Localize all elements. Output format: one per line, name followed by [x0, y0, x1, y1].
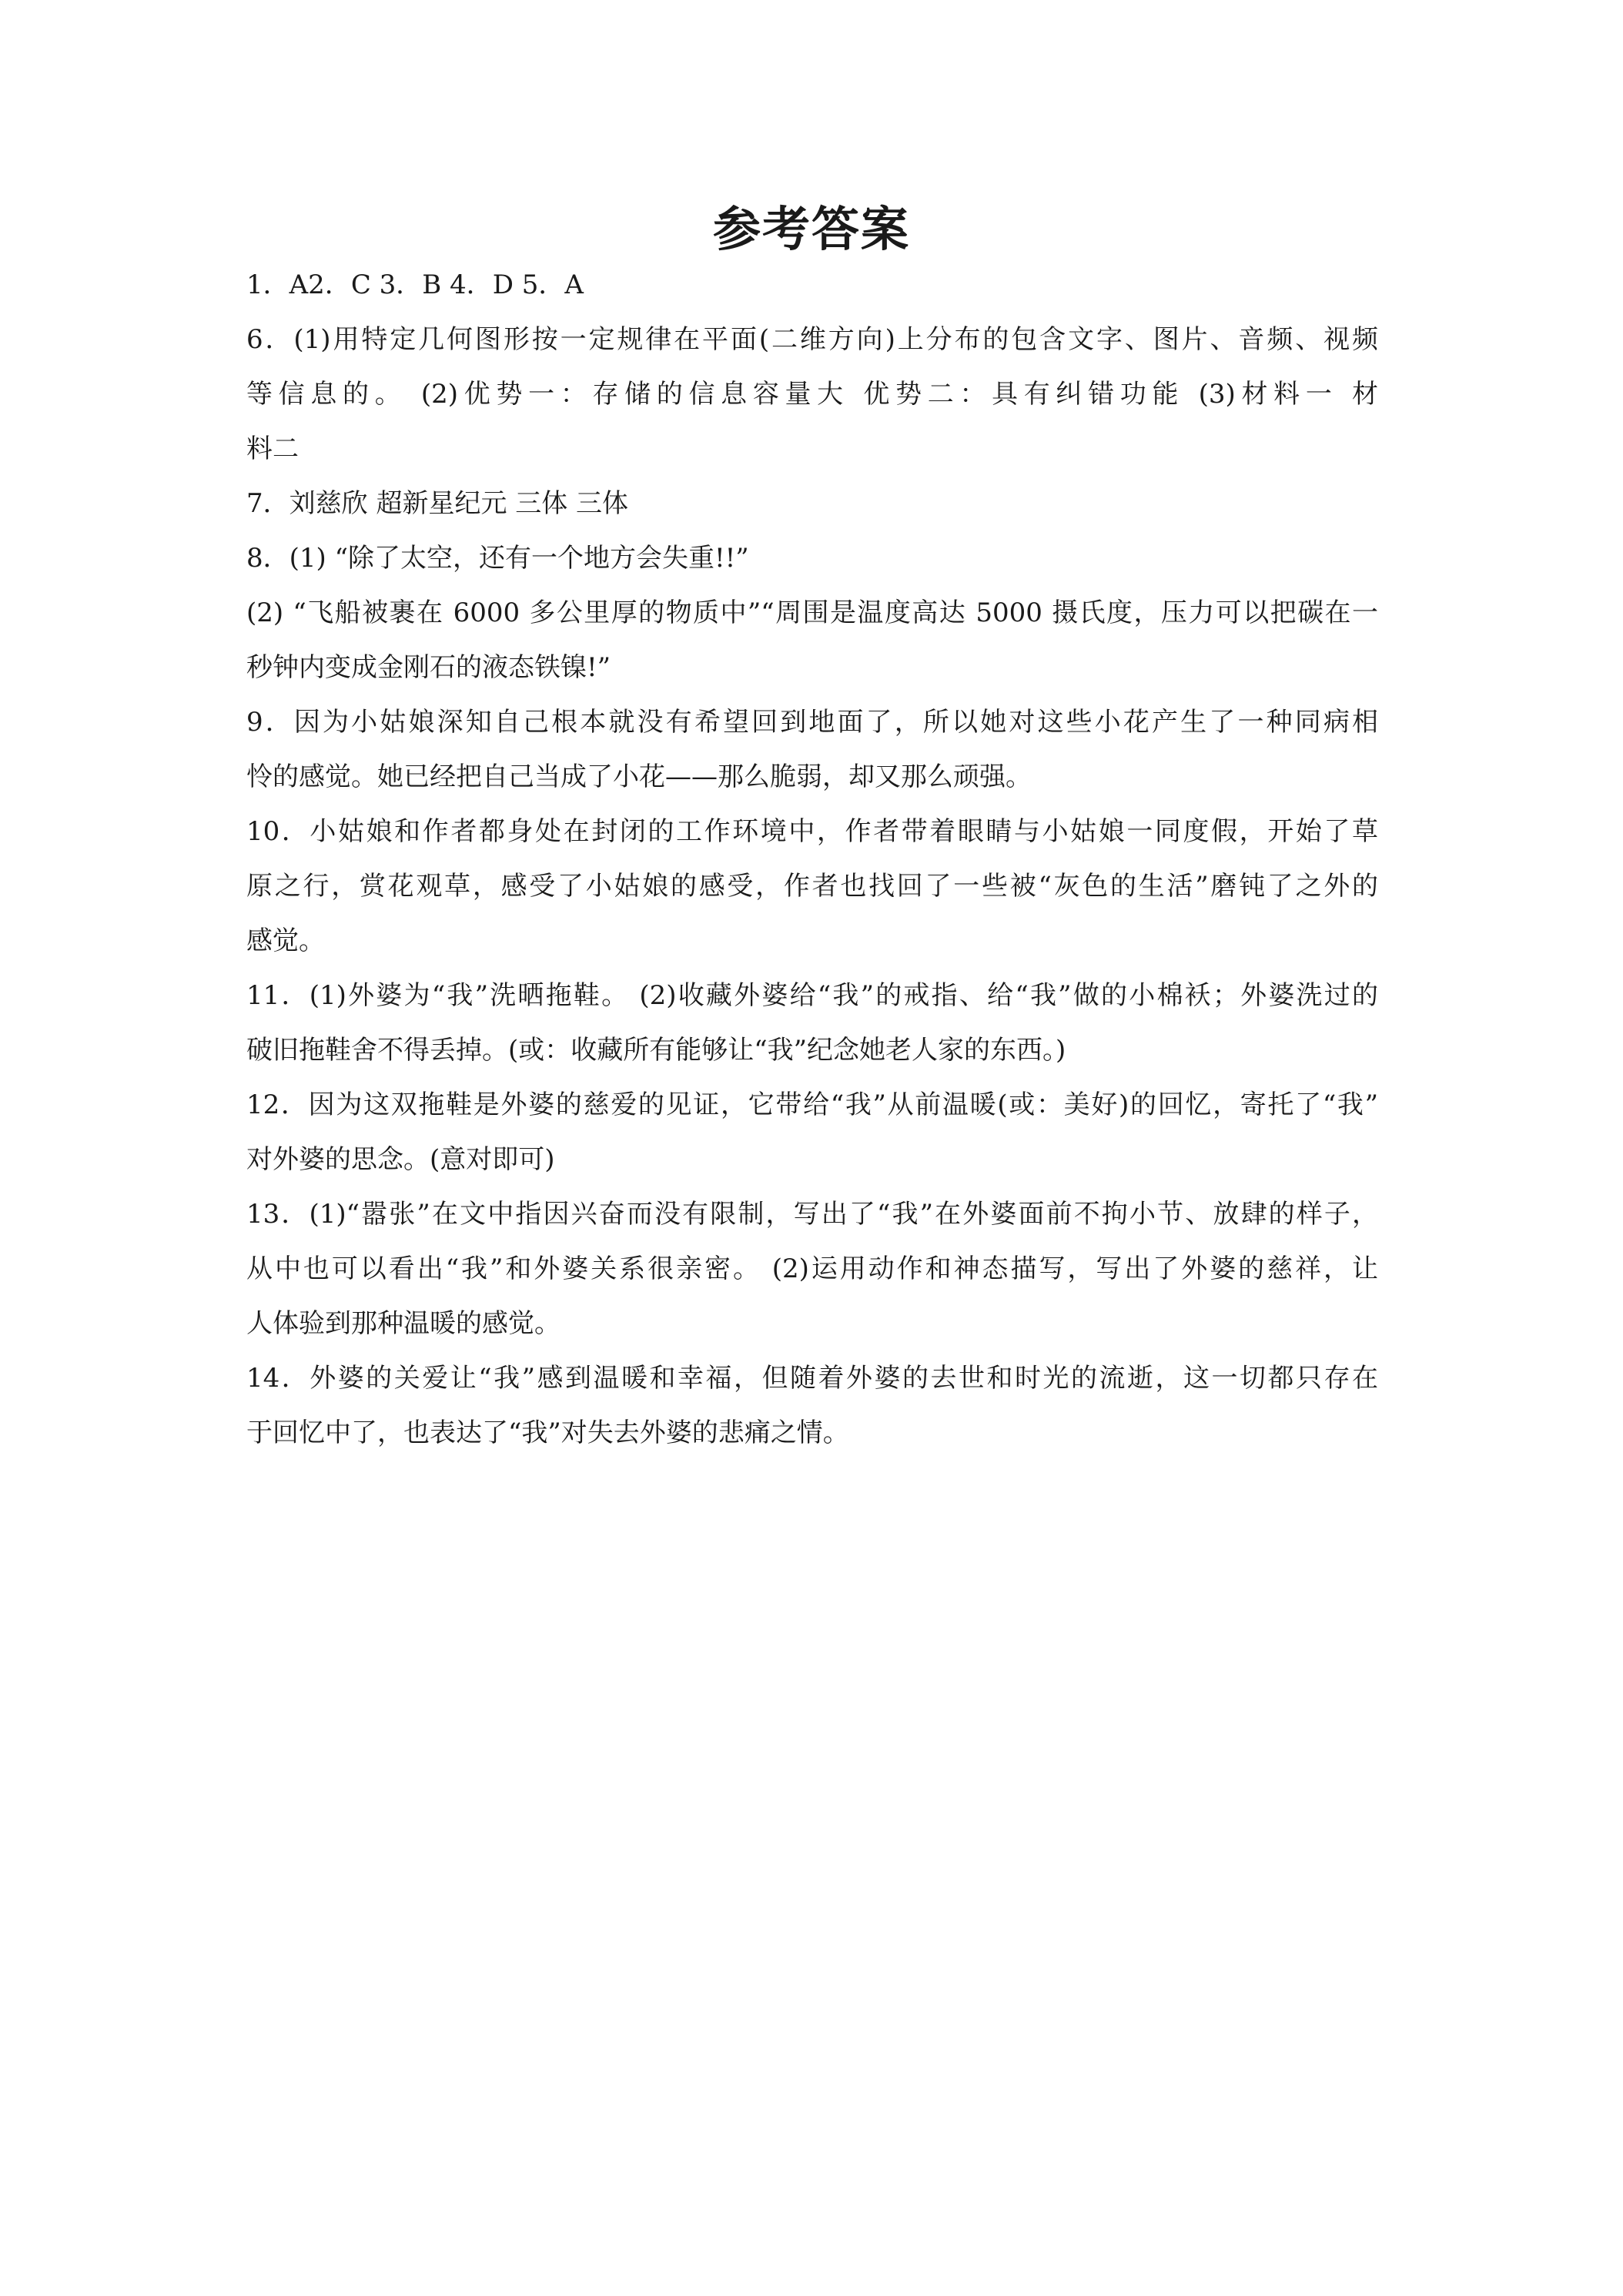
answer-item: [246, 313, 1378, 477]
answer-line: 人体验到那种温暖的感觉。: [246, 1308, 561, 1339]
answer-line: 8．(1) “除了太空，还有一个地方会失重!!”: [246, 543, 749, 574]
answer-item: [246, 805, 1378, 969]
answer-line: 料二: [246, 433, 299, 464]
answer-line: 等信息的。 (2)优势一：存储的信息容量大 优势二：具有纠错功能 (3)材料一 材: [246, 379, 1378, 410]
answer-item: [246, 531, 1378, 586]
answer-line: 10．小姑娘和作者都身处在封闭的工作环境中，作者带着眼睛与小姑娘一同度假，开始了草: [246, 816, 1378, 847]
answer-line: 怜的感觉。她已经把自己当成了小花——那么脆弱，却又那么顽强。: [246, 761, 1032, 792]
answer-item: [246, 695, 1378, 805]
answer-line: (2) “飞船被裹在 6000 多公里厚的物质中”“周围是温度高达 5000 摄氏度，压力可以把碳在一: [246, 597, 1378, 628]
answer-list: [246, 258, 1378, 1461]
answer-item: [246, 477, 1378, 531]
answer-line: 秒钟内变成金刚石的液态铁镍!”: [246, 652, 611, 683]
answer-line: 对外婆的思念。(意对即可): [246, 1144, 555, 1175]
answer-line: 感觉。: [246, 925, 325, 956]
answer-line: 13．(1)“嚣张”在文中指因兴奋而没有限制，写出了“我”在外婆面前不拘小节、放肆的样子，: [246, 1199, 1378, 1230]
page-title: 参考答案: [712, 201, 910, 257]
answer-item: [246, 586, 1378, 695]
answer-line: 11．(1)外婆为“我”洗晒拖鞋。 (2)收藏外婆给“我”的戒指、给“我”做的小棉袄；外婆洗过的: [246, 980, 1378, 1011]
answer-line: 9．因为小姑娘深知自己根本就没有希望回到地面了，所以她对这些小花产生了一种同病相: [246, 707, 1378, 738]
answer-item: [246, 1351, 1378, 1461]
answer-line: 原之行，赏花观草，感受了小姑娘的感受，作者也找回了一些被“灰色的生活”磨钝了之外的: [246, 871, 1378, 902]
answer-line: 14．外婆的关爱让“我”感到温暖和幸福，但随着外婆的去世和时光的流逝，这一切都只存在: [246, 1363, 1378, 1394]
answer-line: 7．刘慈欣 超新星纪元 三体 三体: [246, 488, 629, 519]
answer-item: [246, 1187, 1378, 1351]
answer-line: 从中也可以看出“我”和外婆关系很亲密。 (2)运用动作和神态描写，写出了外婆的慈祥，让: [246, 1253, 1378, 1284]
answer-line: 1．A2．C 3．B 4．D 5．A: [246, 269, 584, 300]
answer-item: [246, 969, 1378, 1078]
answer-item: [246, 1078, 1378, 1187]
answer-line: 12．因为这双拖鞋是外婆的慈爱的见证，它带给“我”从前温暖(或：美好)的回忆，寄托了“我”: [246, 1089, 1378, 1120]
answer-line: 6．(1)用特定几何图形按一定规律在平面(二维方向)上分布的包含文字、图片、音频、视频: [246, 324, 1378, 355]
answer-line: 于回忆中了，也表达了“我”对失去外婆的悲痛之情。: [246, 1417, 849, 1448]
answer-line: 破旧拖鞋舍不得丢掉。(或：收藏所有能够让“我”纪念她老人家的东西。): [246, 1035, 1066, 1066]
answer-item: [246, 258, 1378, 313]
